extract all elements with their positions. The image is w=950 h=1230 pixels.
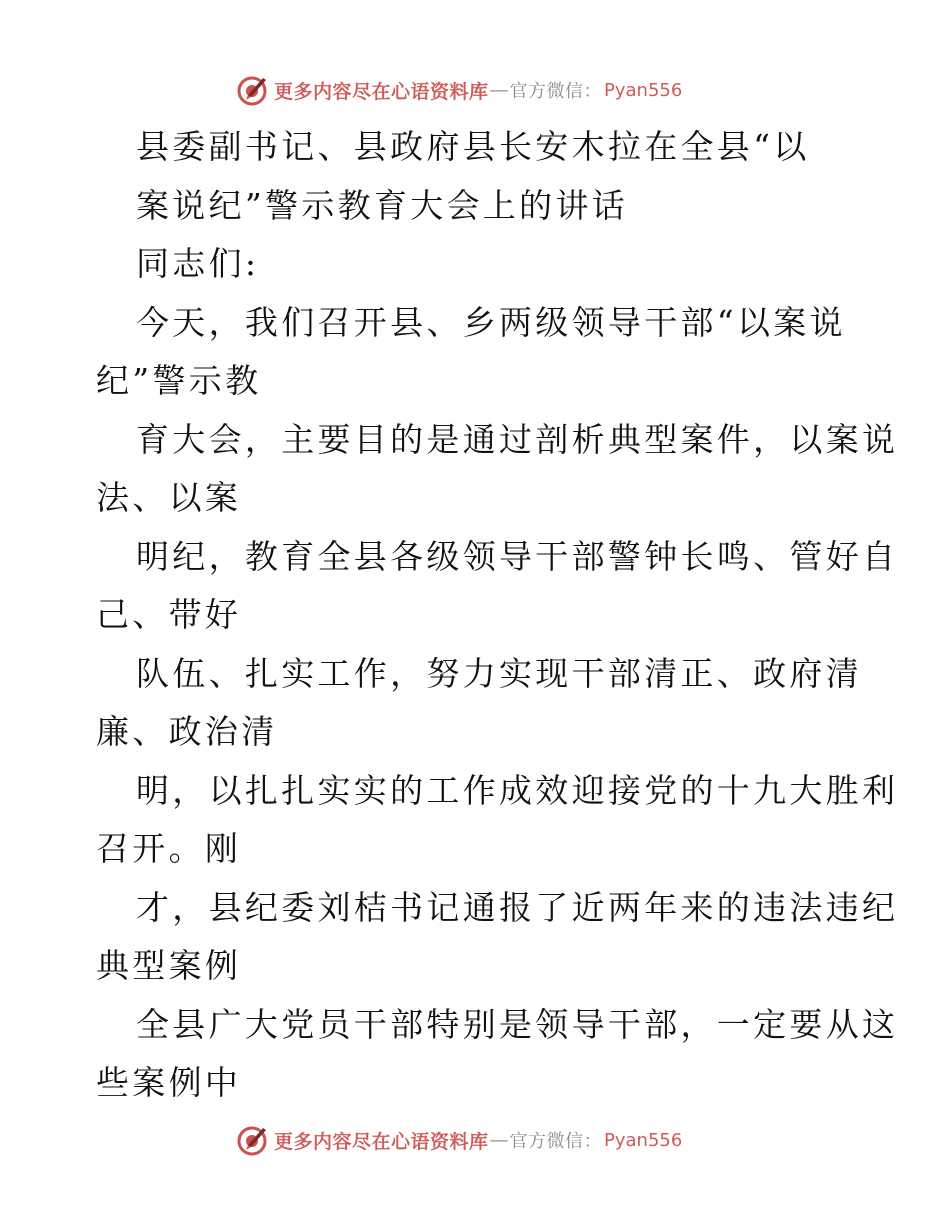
text-line: 县委副书记、县政府县长安木拉在全县“以 (136, 127, 810, 166)
watermark-wechat-id: Pyan556 (604, 1129, 683, 1151)
pen-logo-icon (236, 74, 268, 106)
text-line: 案说纪”警示教育大会上的讲话 (136, 185, 629, 225)
footer-watermark (236, 1123, 682, 1157)
text-line: 明纪，教育全县各级领导干部警钟长鸣、管好自 (136, 536, 899, 576)
text-line: 法、以案 (96, 478, 242, 517)
text-line: 全县广大党员干部特别是领导干部，一定要从这 (136, 1004, 899, 1044)
text-line: 今天，我们召开县、乡两级领导干部“以案说 (136, 302, 846, 342)
pen-logo-icon (236, 1124, 268, 1156)
text-line: 纪”警示教 (96, 361, 262, 400)
text-line: 明，以扎扎实实的工作成效迎接党的十九大胜利 (136, 770, 899, 810)
watermark-wechat-id: Pyan556 (604, 79, 683, 101)
text-line: 廉、政治清 (96, 712, 278, 751)
text-line: 些案例中 (96, 1063, 242, 1102)
watermark-wechat-label: 官方微信： (509, 1131, 603, 1152)
text-line: 同志们: (136, 244, 260, 283)
watermark-brand-text: 更多内容尽在心语资料库 (274, 1130, 489, 1153)
text-line: 己、带好 (96, 595, 242, 634)
document-body (96, 118, 899, 1113)
header-watermark (236, 73, 682, 107)
text-line: 典型案例 (96, 946, 242, 985)
watermark-brand-text: 更多内容尽在心语资料库 (274, 80, 489, 103)
text-line: 召开。刚 (96, 829, 242, 868)
watermark-wechat-label: 官方微信： (509, 81, 603, 102)
text-line: 育大会，主要目的是通过剖析典型案件，以案说 (136, 419, 899, 459)
text-line: 队伍、扎实工作，努力实现干部清正、政府清 (136, 653, 862, 693)
text-line: 才，县纪委刘桔书记通报了近两年来的违法违纪 (136, 887, 899, 927)
watermark-dash: — (489, 79, 509, 101)
watermark-dash: — (489, 1129, 509, 1151)
